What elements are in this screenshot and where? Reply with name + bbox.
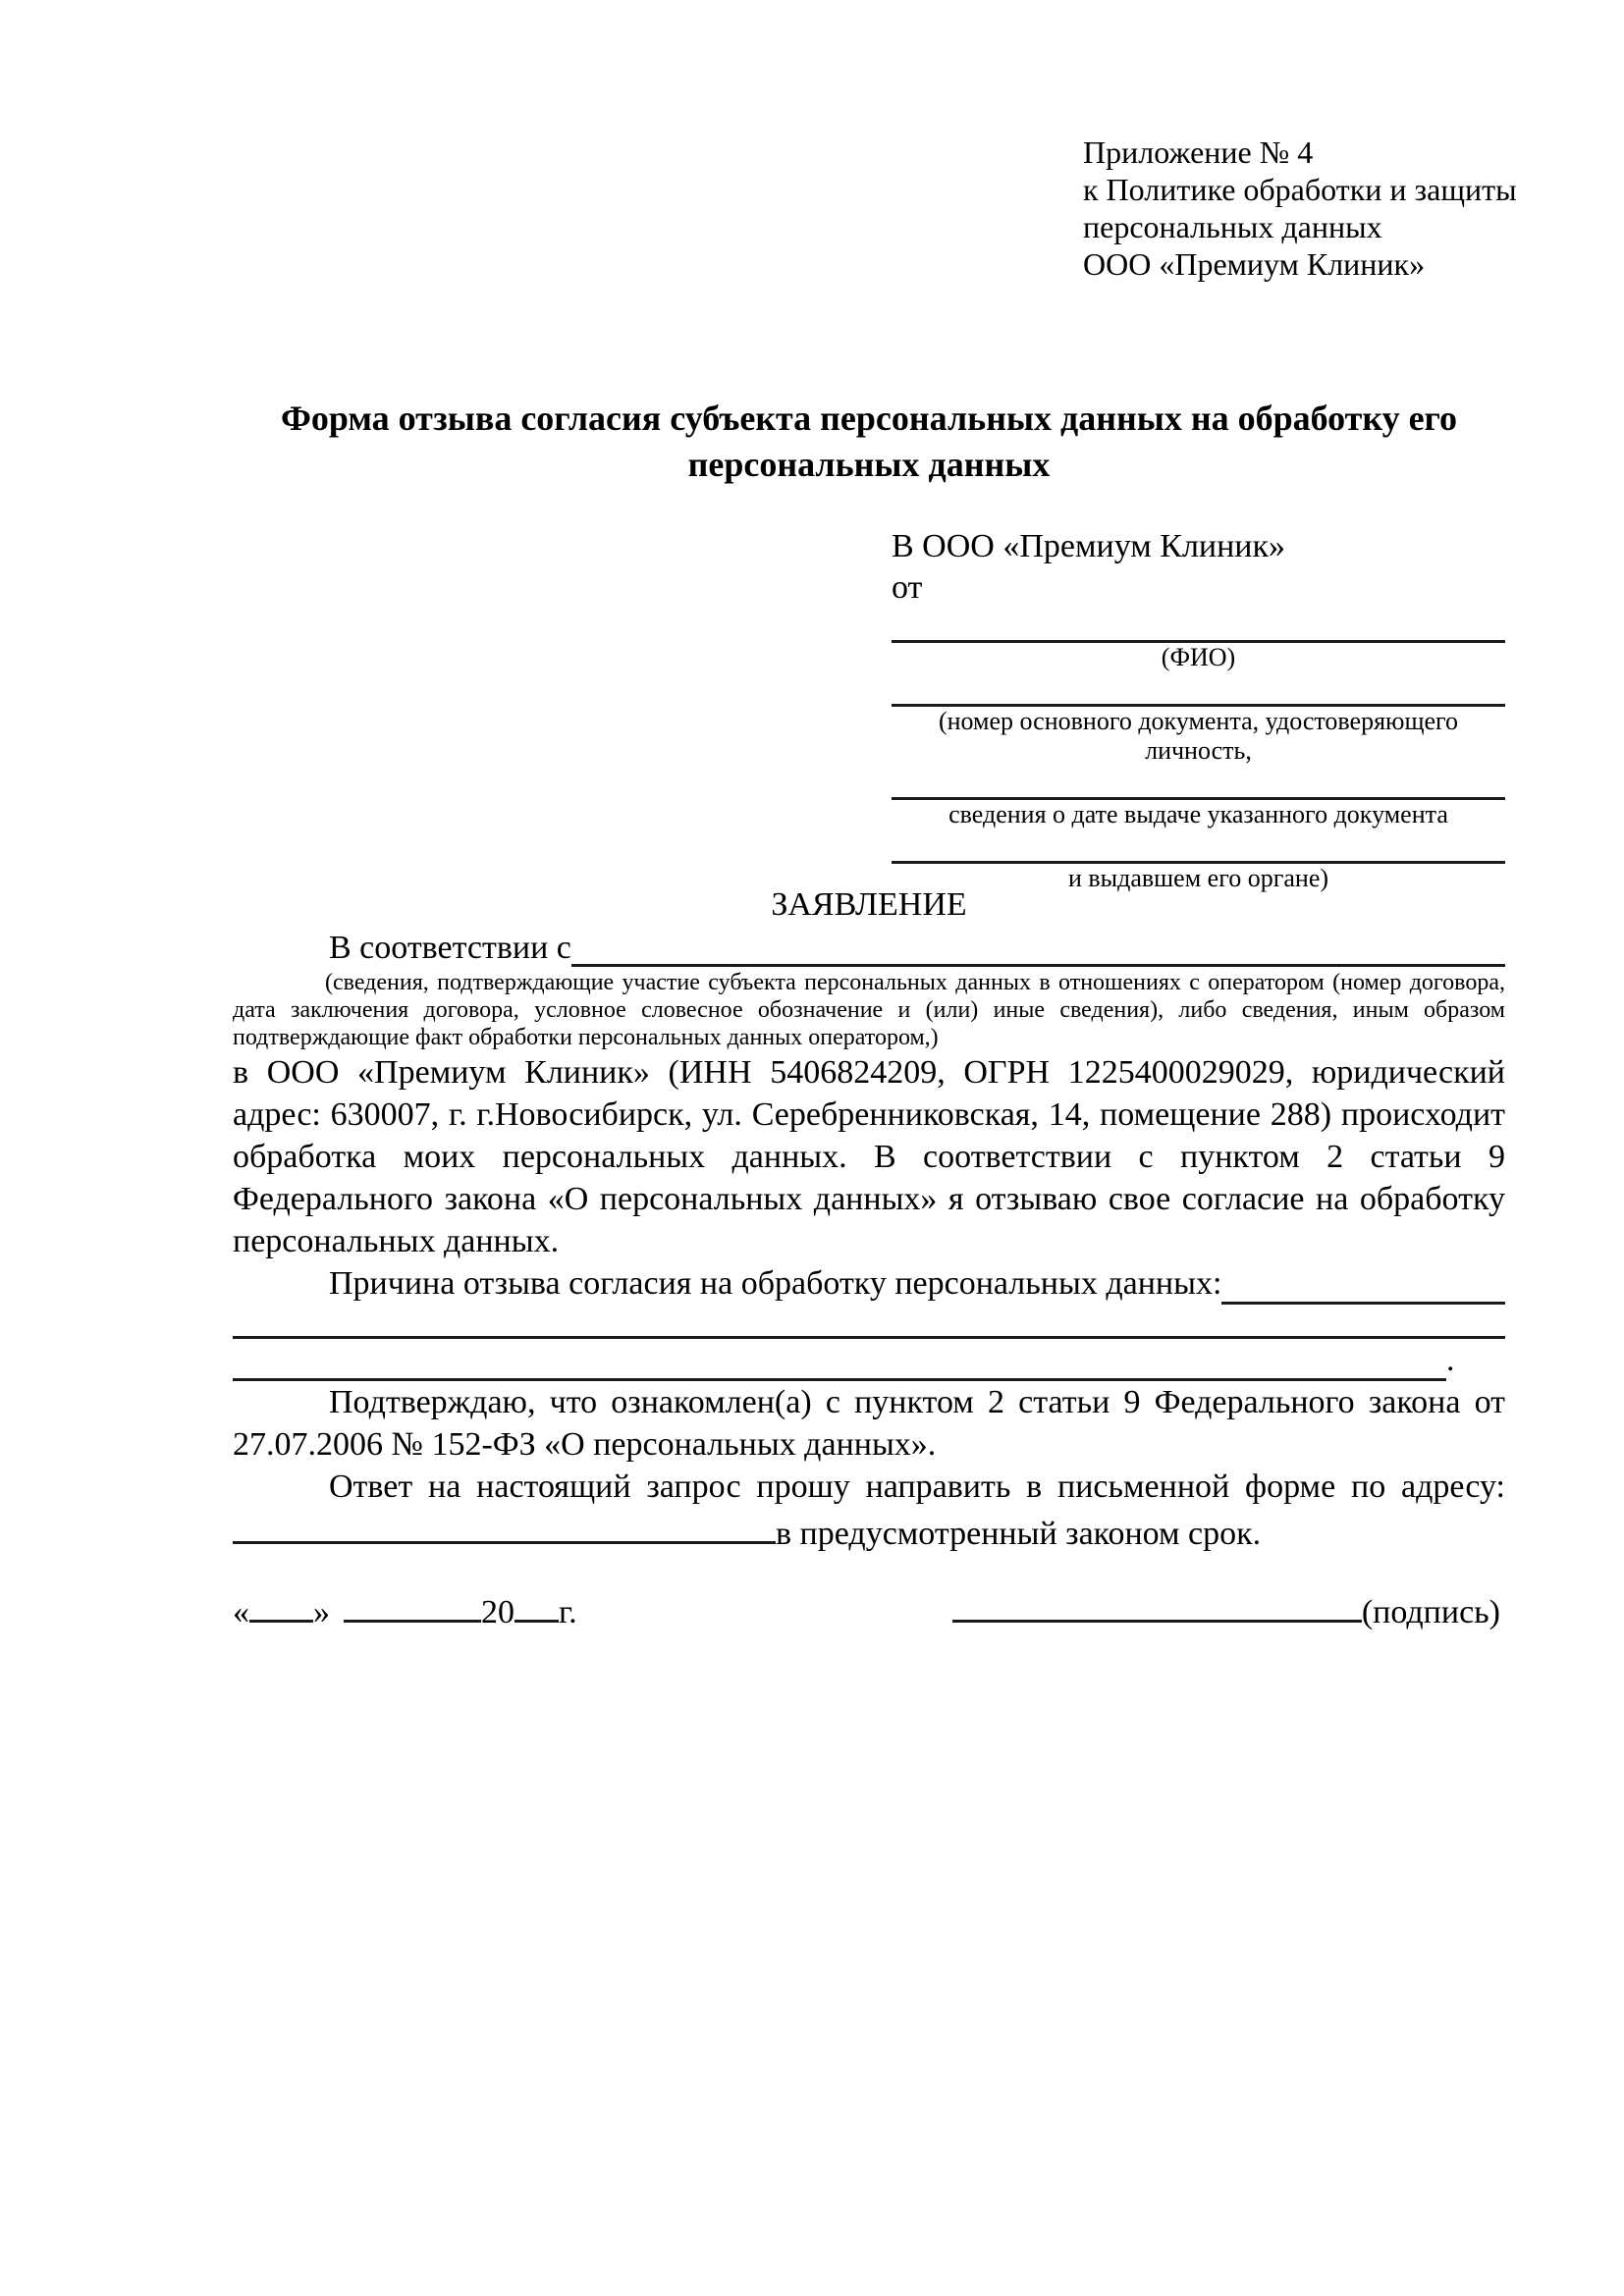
date-month-blank [344,1586,481,1623]
answer-suffix: в предусмотренный законом срок. [776,1516,1262,1552]
date-line [233,1586,577,1634]
signature-line [952,1586,1500,1634]
signature-caption: (подпись) [1361,1594,1500,1630]
appendix-line: ООО «Премиум Клиник» [1083,246,1426,282]
signature-blank-line [952,1586,1362,1623]
fio-field-line [892,622,1505,643]
date-year-prefix: 20 [481,1594,514,1630]
reason-blank-line [1221,1262,1505,1305]
confirmation-paragraph: Подтверждаю, что ознакомлен(а) с пунктом 2 статьи 9 Федерального закона от 27.07.2006 № 152-ФЗ «О персональных данных». [233,1384,1505,1463]
issuing-authority-field-caption: и выдавшем его органе) [1067,864,1329,892]
fio-field [892,622,1505,672]
reason-continuation-row [233,1305,1505,1339]
reason-line [233,1262,1505,1305]
answer-request-line: Ответ на настоящий запрос прошу направить в письменной форме по адресу: [329,1468,1505,1505]
issuing-authority-field-line [892,843,1505,864]
addressee-to-line: В ООО «Премиум Клиник» [892,528,1286,564]
appendix-line: Приложение № 4 [1083,134,1314,170]
document-number-field-caption: (номер основного документа, удостоверяющего личность, [938,707,1459,765]
date-year-suffix: г. [559,1594,577,1630]
accordance-line [233,927,1505,969]
addressee-block [892,526,1505,903]
reason-blank-line-3 [233,1351,1446,1381]
accordance-blank-line [571,927,1505,967]
statement-heading: ЗАЯВЛЕНИЕ [771,886,967,923]
appendix-block [1083,133,1517,283]
statement-section [233,883,1505,1555]
document-number-field-line [892,686,1505,707]
issue-date-field-caption: сведения о дате выдаче указанного документа [948,800,1448,828]
footnote-text: (сведения, подтверждающие участие субъекта персональных данных в отношениях с оператором (номер договора, дата заключения договора, условное словесное обозначение и (или) иные сведения), либо сведения, иным образом подтверждающие факт обработки персональных данных оператором,) [233,970,1505,1050]
appendix-line: к Политике обработки и защиты [1083,172,1517,207]
footer-row [233,1586,1500,1634]
address-blank-line [233,1508,776,1544]
reason-continuation-row [233,1339,1505,1381]
date-day-blank [249,1586,313,1623]
date-quote-open: « [233,1594,249,1630]
document-number-field [892,686,1505,766]
period-mark: . [1446,1342,1455,1378]
issue-date-field [892,779,1505,829]
document-title: Форма отзыва согласия субъекта персональных данных на обработку его персональных данных [280,399,1458,484]
date-quote-close: » [313,1594,330,1630]
accordance-prefix: В соответствии с [329,930,571,966]
appendix-line: персональных данных [1083,209,1382,244]
date-year-blank [514,1586,559,1623]
reason-label: Причина отзыва согласия на обработку персональных данных: [329,1265,1222,1302]
body-paragraph: в ООО «Премиум Клиник» (ИНН 5406824209, ОГРН 1225400029029, юридический адрес: 630007, г. г.Новосибирск, ул. Серебренниковская, 14, помещение 288) происходит обработка моих персональных данных. В соответствии с пунктом 2 статьи 9 Федерального закона «О персональных данных» я отзываю свое согласие на обработку персональных данных. [233,1054,1505,1259]
answer-address-row [233,1508,1505,1555]
issue-date-field-line [892,779,1505,800]
fio-field-caption: (ФИО) [1161,643,1236,671]
reason-blank-line-2 [233,1305,1505,1339]
addressee-from-label: от [892,569,923,606]
